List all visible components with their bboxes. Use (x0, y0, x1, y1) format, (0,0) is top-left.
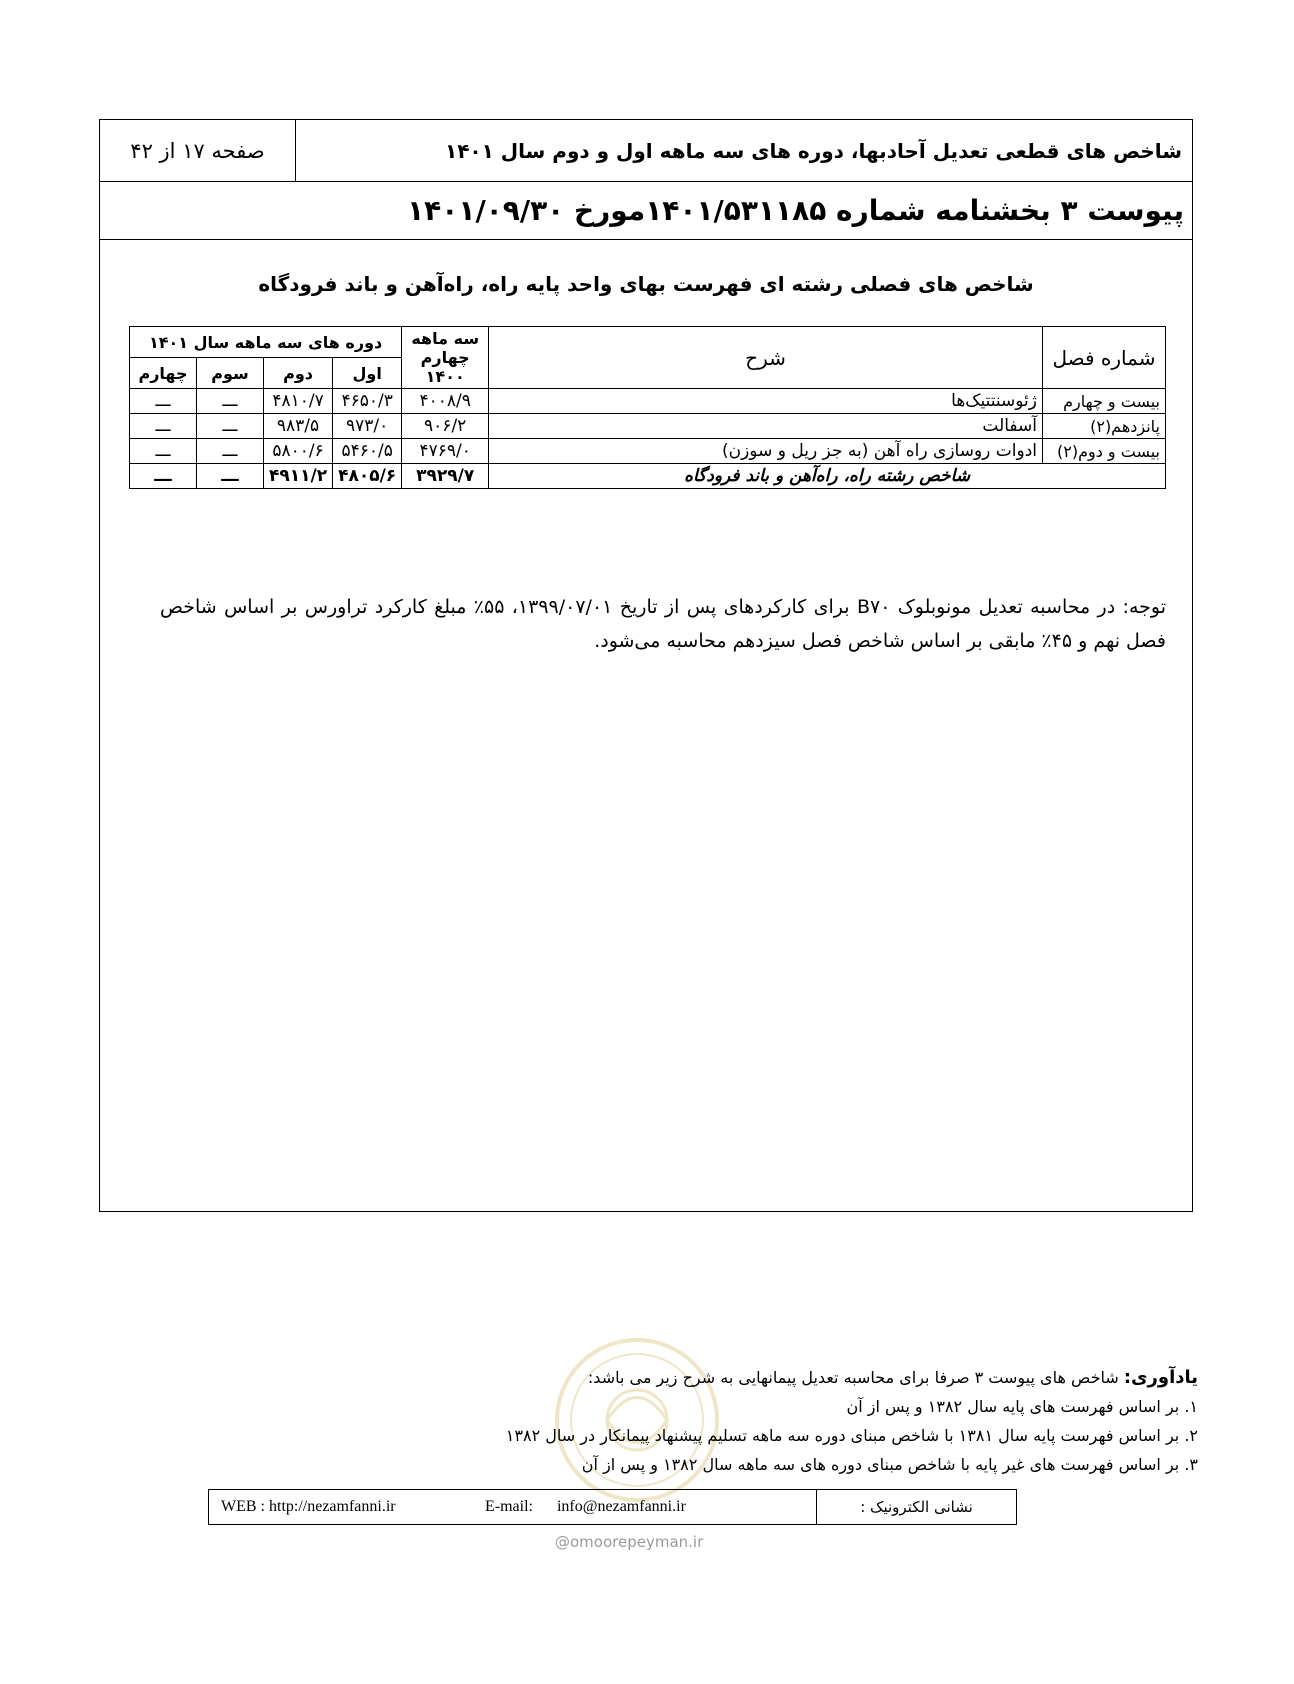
watermark-text: @omoorepeyman.ir (555, 1533, 704, 1551)
q3-cell: ـــ (197, 389, 264, 414)
base-cell: ۹۰۶/۲ (402, 414, 489, 439)
reminder-label: یادآوری: (1123, 1367, 1198, 1388)
table-row (130, 439, 1166, 464)
q4-cell: ـــ (130, 389, 197, 414)
description-cell: آسفالت (489, 414, 1043, 439)
q1-cell: ۴۶۵۰/۳ (333, 389, 402, 414)
chapter-cell: بیست و چهارم (1043, 389, 1166, 414)
description-cell: ژئوسنتتیک‌ها (489, 389, 1043, 414)
total-q2-cell: ۴۹۱۱/۲ (264, 464, 333, 489)
chapter-cell: بیست و دوم(۲) (1043, 439, 1166, 464)
total-row (130, 464, 1166, 489)
reminder-block (380, 1363, 1198, 1479)
header-base-quarter: سه ماهه چهارم ۱۴۰۰ (402, 327, 489, 389)
page-number: صفحه ۱۷ از ۴۲ (100, 120, 296, 182)
q1-cell: ۹۷۳/۰ (333, 414, 402, 439)
index-table (129, 326, 1166, 489)
reminder-item: ۳. بر اساس فهرست های غیر پایه با شاخص مبنای دوره های سه ماهه سال ۱۳۸۲ و پس از آن (581, 1455, 1198, 1474)
total-description-cell: شاخص رشته راه، راه‌آهن و باند فرودگاه (489, 464, 1166, 489)
header-quarter-group: دوره های سه ماهه سال ۱۴۰۱ (130, 327, 402, 358)
reminder-item: ۱. بر اساس فهرست های پایه سال ۱۳۸۲ و پس از آن (846, 1397, 1198, 1416)
footer-label: نشانی الکترونیک : (816, 1490, 1016, 1524)
circular-title: پیوست ۳ بخشنامه شماره ۱۴۰۱/۵۳۱۱۸۵مورخ ۱۴۰۱/۰۹/۳۰ (100, 182, 1192, 240)
footer-contact-box (208, 1489, 1017, 1525)
header-row (100, 120, 1192, 182)
note-paragraph: توجه: در محاسبه تعدیل مونوبلوک B۷۰ برای کارکردهای پس از تاریخ ۱۳۹۹/۰۷/۰۱، ۵۵٪ مبلغ کارکرد تراورس بر اساس شاخص فصل نهم و ۴۵٪ مابقی بر اساس شاخص فصل سیزدهم محاسبه می‌شود. (160, 596, 1166, 652)
base-cell: ۴۷۶۹/۰ (402, 439, 489, 464)
chapter-cell: پانزدهم(۲) (1043, 414, 1166, 439)
q3-cell: ـــ (197, 439, 264, 464)
header-q4: چهارم (130, 358, 197, 389)
header-description: شرح (489, 327, 1043, 389)
header-q1: اول (333, 358, 402, 389)
total-q3-cell: ـــ (197, 464, 264, 489)
email-label: E-mail: (485, 1498, 533, 1515)
q2-cell: ۴۸۱۰/۷ (264, 389, 333, 414)
q4-cell: ـــ (130, 439, 197, 464)
section-title: شاخص های فصلی رشته ای فهرست بهای واحد پایه راه، راه‌آهن و باند فرودگاه (258, 272, 1034, 296)
header-q2: دوم (264, 358, 333, 389)
document-frame (99, 119, 1193, 1212)
base-cell: ۴۰۰۸/۹ (402, 389, 489, 414)
web-link[interactable]: WEB : http://nezamfanni.ir (221, 1498, 396, 1515)
q1-cell: ۵۴۶۰/۵ (333, 439, 402, 464)
reminder-intro: شاخص های پیوست ۳ صرفا برای محاسبه تعدیل پیمانهایی به شرح زیر می باشد: (587, 1368, 1119, 1387)
reminder-item: ۲. بر اساس فهرست پایه سال ۱۳۸۱ با شاخص مبنای دوره سه ماهه تسلیم پیشنهاد پیمانکار در سال ۱۳۸۲ (505, 1426, 1198, 1445)
total-base-cell: ۳۹۲۹/۷ (402, 464, 489, 489)
document-title: شاخص های قطعی تعدیل آحادبها، دوره های سه ماهه اول و دوم سال ۱۴۰۱ (445, 139, 1182, 163)
header-chapter: شماره فصل (1043, 327, 1166, 389)
table-row (130, 414, 1166, 439)
reminder-intro-line (380, 1363, 1198, 1392)
total-q1-cell: ۴۸۰۵/۶ (333, 464, 402, 489)
q2-cell: ۹۸۳/۵ (264, 414, 333, 439)
footer-email-group (485, 1490, 686, 1524)
q4-cell: ـــ (130, 414, 197, 439)
q2-cell: ۵۸۰۰/۶ (264, 439, 333, 464)
email-link[interactable]: info@nezamfanni.ir (556, 1498, 686, 1515)
description-cell: ادوات روسازی راه آهن (به جز ریل و سوزن) (489, 439, 1043, 464)
q3-cell: ـــ (197, 414, 264, 439)
header-q3: سوم (197, 358, 264, 389)
table-row (130, 389, 1166, 414)
total-q4-cell: ـــ (130, 464, 197, 489)
